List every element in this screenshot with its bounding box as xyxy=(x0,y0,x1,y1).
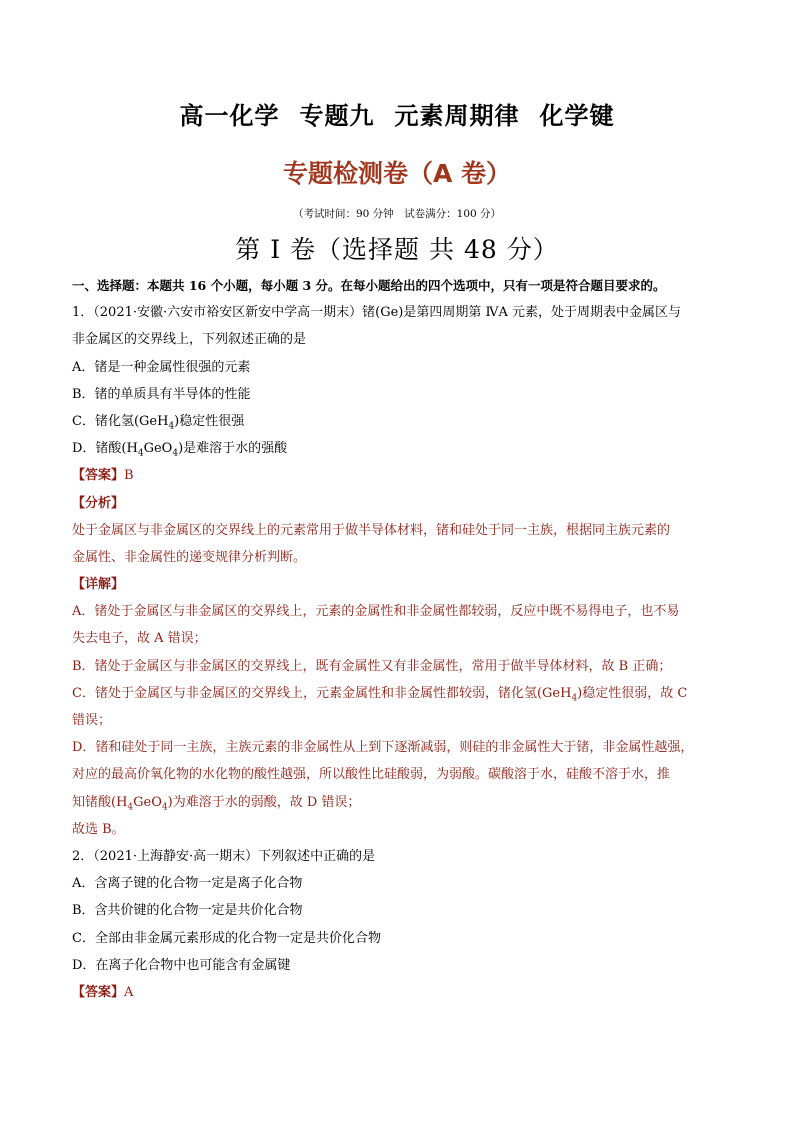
q2-option-d: D．在离子化合物中也可能含有金属键 xyxy=(72,957,291,973)
q1-detail-a-line1: A．锗处于金属区与非金属区的交界线上，元素的金属性和非金属性都较弱，反应中既不易得电子，也不易 xyxy=(72,604,680,620)
title-part-bond: 化学键 xyxy=(539,102,615,130)
q2-option-c: C．全部由非金属元素形成的化合物一定是共价化合物 xyxy=(72,930,381,946)
exam-info: （考试时间：90 分钟 试卷满分：100 分） xyxy=(292,208,502,220)
q1-stem-line1: 1．（2021·安徽·六安市裕安区新安中学高一期末）锗(Ge)是第四周期第 ⅣA 元素，处于周期表中金属区与 xyxy=(72,305,681,321)
title-part-course: 高一化学 xyxy=(179,102,280,130)
q1-option-a: A．锗是一种金属性很强的元素 xyxy=(72,359,251,375)
answer-value: B xyxy=(124,468,134,484)
q1-analysis-tag: 【分析】 xyxy=(72,495,125,511)
q1-option-b: B．锗的单质具有半导体的性能 xyxy=(72,386,251,402)
section-intro: 一、选择题：本题共 16 个小题，每小题 3 分。在每小题给出的四个选项中，只有一项是符合题目要求的。 xyxy=(72,278,666,293)
q1-analysis-line1: 处于金属区与非金属区的交界线上的元素常用于做半导体材料，锗和硅处于同一主族，根据同主族元素的 xyxy=(72,522,671,538)
q1-detail-c-line2: 错误； xyxy=(72,713,112,728)
answer-tag: 【答案】 xyxy=(72,468,125,484)
q1-detail-b: B．锗处于金属区与非金属区的交界线上，既有金属性又有非金属性，常用于做半导体材料，故 B 正确； xyxy=(72,658,672,674)
answer-value: A xyxy=(124,984,134,1000)
q2-answer xyxy=(72,979,724,1006)
part-title: 第 I 卷（选择题 共 48 分） xyxy=(235,235,559,264)
q1-answer xyxy=(72,462,724,489)
q1-option-c: C．锗化氢(GeH$_4$)稳定性很强 xyxy=(72,413,245,432)
answer-tag: 【答案】 xyxy=(72,984,125,1000)
document-title xyxy=(0,96,794,131)
q2-option-b: B．含共价键的化合物一定是共价化合物 xyxy=(72,903,303,919)
q1-detail-a-line2: 失去电子，故 A 错误； xyxy=(72,631,207,647)
q1-detail-d-line3: 知锗酸$(H_4GeO_4)$为难溶于水的弱酸，故 D 错误； xyxy=(72,794,361,813)
q1-option-d: D．锗酸$(H_4GeO_4)$是难溶于水的强酸 xyxy=(72,441,288,459)
q1-detail-tag: 【详解】 xyxy=(72,577,125,593)
q1-detail-c-line1: C．锗处于金属区与非金属区的交界线上，元素金属性和非金属性都较弱，锗化氢(GeH$_4$)稳定性很弱，故 C xyxy=(72,685,688,704)
q2-stem: 2．（2021·上海静安·高一期末）下列叙述中正确的是 xyxy=(72,848,376,864)
title-part-law: 元素周期律 xyxy=(394,102,520,130)
q1-analysis-line2: 金属性、非金属性的递变规律分析判断。 xyxy=(72,549,307,565)
q2-option-a: A．含离子键的化合物一定是离子化合物 xyxy=(72,876,303,892)
q1-detail-d-line2: 对应的最高价氧化物的水化物的酸性越强，所以酸性比硅酸弱，为弱酸。碳酸溶于水，硅酸不溶于水，推 xyxy=(72,767,671,783)
question-content xyxy=(72,272,724,1006)
q1-stem-line2: 非金属区的交界线上，下列叙述正确的是 xyxy=(72,332,307,348)
document-subtitle: 专题检测卷（A 卷） xyxy=(282,159,512,188)
title-part-topic: 专题九 xyxy=(299,102,375,130)
q1-conclusion: 故选 B。 xyxy=(72,821,125,837)
q1-detail-d-line1: D．锗和硅处于同一主族，主族元素的非金属性从上到下逐渐减弱，则硅的非金属性大于锗，非金属性越强， xyxy=(72,740,694,756)
